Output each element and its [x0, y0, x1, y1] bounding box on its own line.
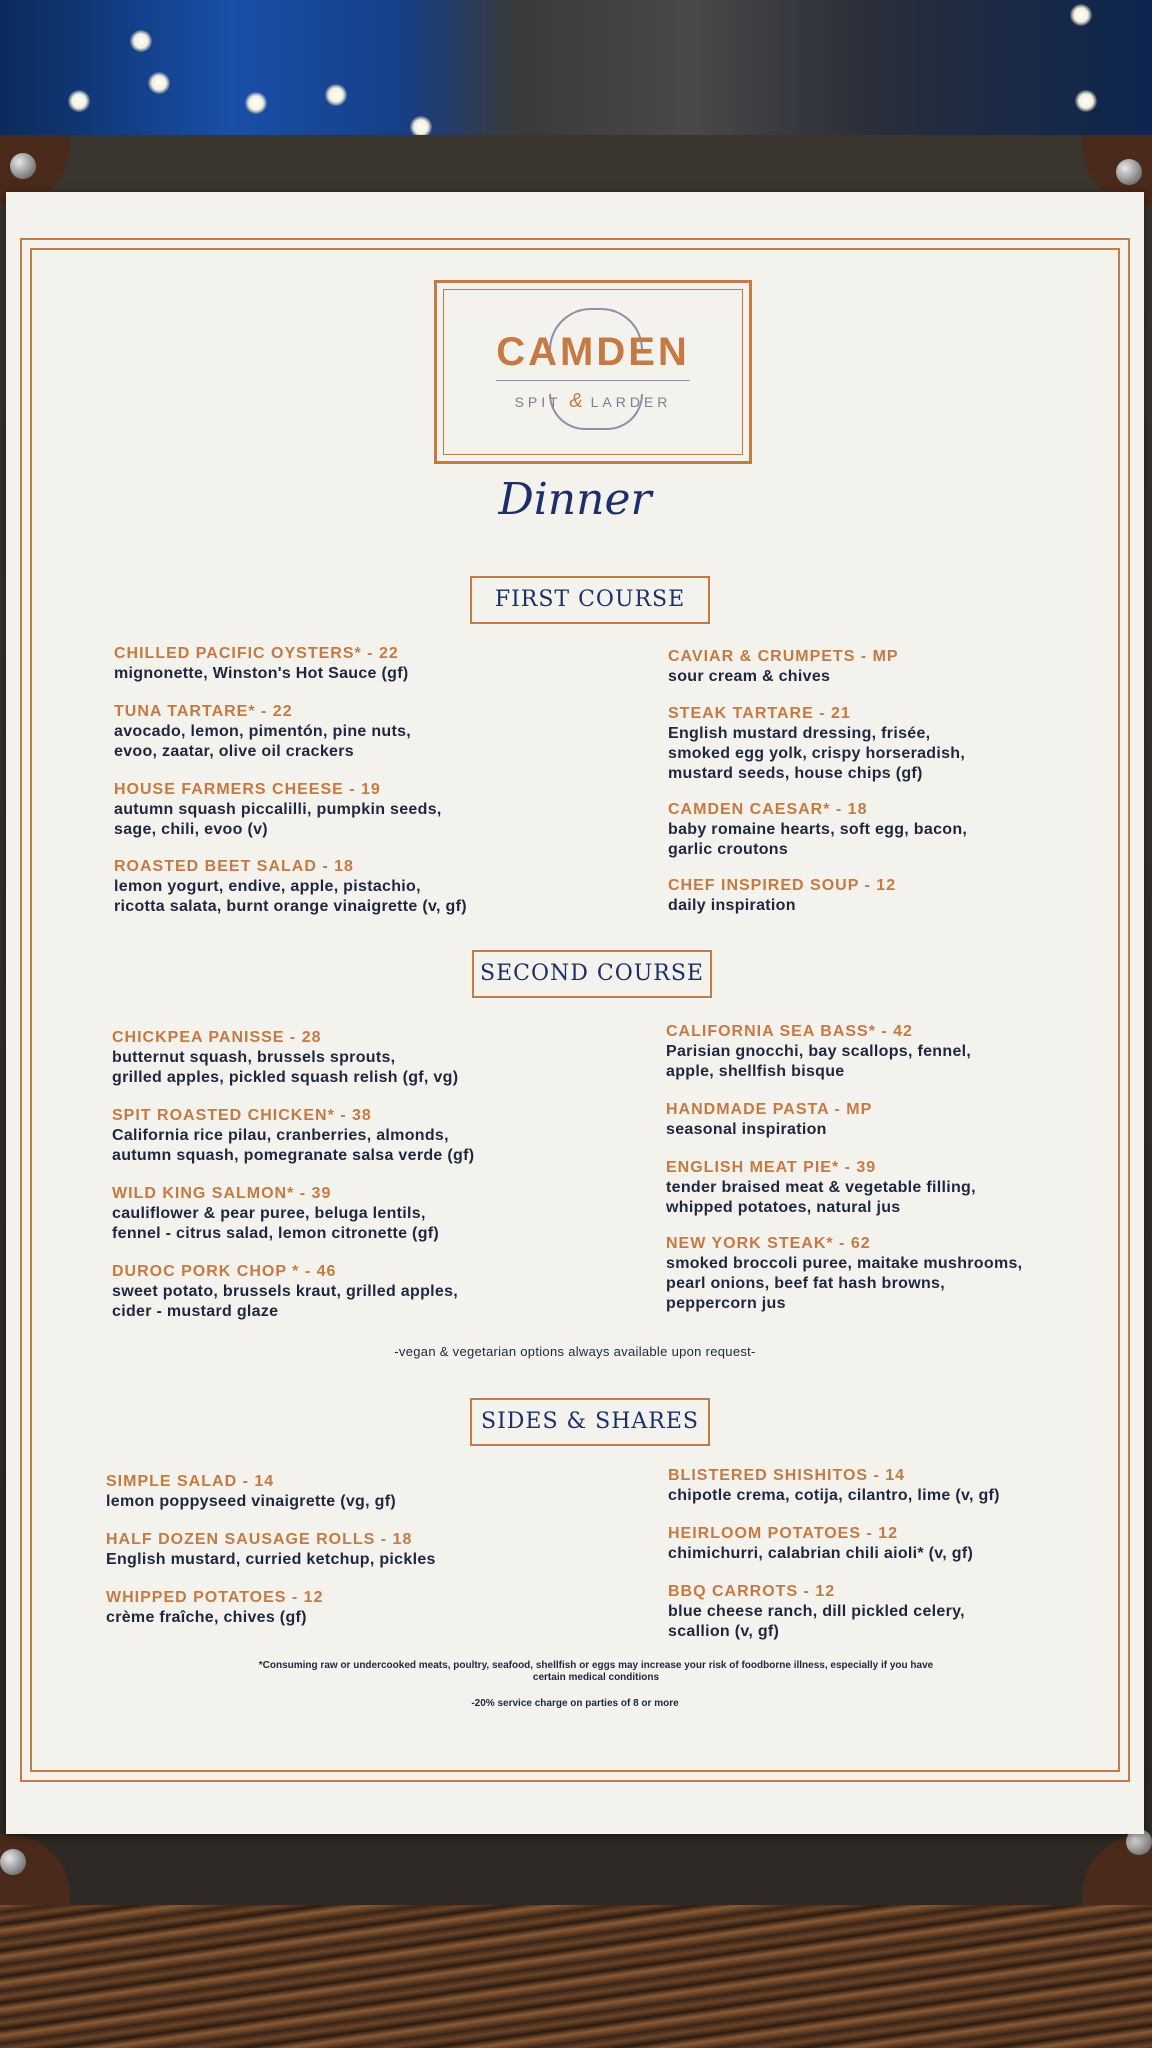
menu-item	[666, 1100, 1152, 1140]
bokeh-light	[130, 30, 152, 52]
item-description: cauliflower & pear puree, beluga lentils, fennel - citrus salad, lemon citronette (gf)	[112, 1205, 440, 1242]
section-title-sides-shares: SIDES & SHARES	[470, 1398, 710, 1446]
item-name: HALF DOZEN SAUSAGE ROLLS - 18	[106, 1531, 413, 1548]
menu-item	[666, 1022, 1152, 1082]
item-description: seasonal inspiration	[666, 1121, 827, 1138]
menu-paper	[6, 192, 1144, 1834]
item-name: CHEF INSPIRED SOUP - 12	[668, 877, 897, 894]
item-description: avocado, lemon, pimentón, pine nuts, evoo, zaatar, olive oil crackers	[114, 723, 412, 760]
item-name: STEAK TARTARE - 21	[668, 705, 851, 722]
item-description: California rice pilau, cranberries, almonds, autumn squash, pomegranate salsa verde (gf)	[112, 1127, 475, 1164]
menu-item	[668, 1582, 1152, 1642]
item-description: smoked broccoli puree, maitake mushrooms, pearl onions, beef fat hash browns, peppercorn jus	[666, 1255, 1023, 1312]
item-description: chipotle crema, cotija, cilantro, lime (v, gf)	[668, 1487, 1000, 1504]
item-name: HANDMADE PASTA - MP	[666, 1101, 873, 1118]
item-name: CALIFORNIA SEA BASS* - 42	[666, 1023, 913, 1040]
bokeh-light	[325, 84, 347, 106]
raw-food-disclaimer: *Consuming raw or undercooked meats, poultry, seafood, shellfish or eggs may increase your risk of foodborne illness, especially if you have certain medical conditions	[258, 1660, 934, 1683]
item-name: BLISTERED SHISHITOS - 14	[668, 1467, 906, 1484]
menu-item	[106, 1472, 626, 1512]
menu-item	[112, 1262, 632, 1322]
menu-item	[114, 644, 634, 684]
item-name: WILD KING SALMON* - 39	[112, 1185, 332, 1202]
item-description: English mustard, curried ketchup, pickles	[106, 1551, 436, 1568]
item-description: lemon poppyseed vinaigrette (vg, gf)	[106, 1493, 396, 1510]
menu-item	[112, 1184, 632, 1244]
item-name: DUROC PORK CHOP * - 46	[112, 1263, 337, 1280]
item-name: ROASTED BEET SALAD - 18	[114, 858, 354, 875]
rivet-icon	[10, 153, 36, 179]
menu-item	[106, 1588, 626, 1628]
bokeh-light	[148, 72, 170, 94]
item-name: TUNA TARTARE* - 22	[114, 703, 293, 720]
logo-name: CAMDEN	[496, 330, 690, 374]
service-charge-note: -20% service charge on parties of 8 or more	[471, 1698, 679, 1709]
menu-item	[668, 876, 1152, 916]
item-name: HEIRLOOM POTATOES - 12	[668, 1525, 899, 1542]
menu-item	[114, 780, 634, 840]
item-name: SPIT ROASTED CHICKEN* - 38	[112, 1107, 372, 1124]
item-description: sweet potato, brussels kraut, grilled apples, cider - mustard glaze	[112, 1283, 459, 1320]
menu-item	[668, 704, 1152, 784]
menu-item	[668, 800, 1152, 860]
menu-item	[112, 1028, 632, 1088]
background-bokeh	[0, 0, 1152, 150]
item-description: sour cream & chives	[668, 668, 831, 685]
item-description: autumn squash piccalilli, pumpkin seeds, sage, chili, evoo (v)	[114, 801, 442, 838]
rivet-icon	[1116, 159, 1142, 185]
item-description: butternut squash, brussels sprouts, grilled apples, pickled squash relish (gf, vg)	[112, 1049, 459, 1086]
item-description: mignonette, Winston's Hot Sauce (gf)	[114, 665, 409, 682]
item-description: baby romaine hearts, soft egg, bacon, garlic croutons	[668, 821, 968, 858]
item-description: blue cheese ranch, dill pickled celery, scallion (v, gf)	[668, 1603, 965, 1640]
logo-subtitle: SPIT & LARDER	[514, 390, 672, 412]
bokeh-light	[1075, 90, 1097, 112]
logo-divider	[496, 380, 690, 381]
item-description: daily inspiration	[668, 897, 796, 914]
item-description: Parisian gnocchi, bay scallops, fennel, apple, shellfish bisque	[666, 1043, 972, 1080]
item-description: lemon yogurt, endive, apple, pistachio, ricotta salata, burnt orange vinaigrette (v, gf)	[114, 878, 467, 915]
item-name: CAMDEN CAESAR* - 18	[668, 801, 868, 818]
section-title-first-course: FIRST COURSE	[470, 576, 710, 624]
bokeh-light	[245, 92, 267, 114]
rivet-icon	[0, 1849, 26, 1875]
item-name: HOUSE FARMERS CHEESE - 19	[114, 781, 381, 798]
menu-item	[668, 1466, 1152, 1506]
menu-item	[666, 1158, 1152, 1218]
vegan-note: -vegan & vegetarian options always available upon request-	[394, 1344, 756, 1359]
menu-item	[112, 1106, 632, 1166]
menu-item	[114, 702, 634, 762]
item-name: NEW YORK STEAK* - 62	[666, 1235, 871, 1252]
restaurant-logo	[434, 280, 752, 464]
menu-item	[666, 1234, 1152, 1314]
item-name: CHILLED PACIFIC OYSTERS* - 22	[114, 645, 399, 662]
menu-item	[668, 647, 1152, 687]
item-name: SIMPLE SALAD - 14	[106, 1473, 275, 1490]
item-description: chimichurri, calabrian chili aioli* (v, gf)	[668, 1545, 974, 1562]
item-name: WHIPPED POTATOES - 12	[106, 1589, 324, 1606]
menu-item	[668, 1524, 1152, 1564]
item-description: English mustard dressing, frisée, smoked egg yolk, crispy horseradish, mustard seeds, house chips (gf)	[668, 725, 966, 782]
item-name: CHICKPEA PANISSE - 28	[112, 1029, 322, 1046]
menu-title: Dinner	[498, 474, 652, 525]
item-name: ENGLISH MEAT PIE* - 39	[666, 1159, 877, 1176]
item-description: crème fraîche, chives (gf)	[106, 1609, 307, 1626]
bokeh-light	[1070, 4, 1092, 26]
section-title-second-course: SECOND COURSE	[472, 950, 712, 998]
menu-item	[114, 857, 634, 917]
item-name: CAVIAR & CRUMPETS - MP	[668, 648, 899, 665]
bokeh-light	[68, 90, 90, 112]
item-description: tender braised meat & vegetable filling, whipped potatoes, natural jus	[666, 1179, 976, 1216]
item-name: BBQ CARROTS - 12	[668, 1583, 836, 1600]
menu-item	[106, 1530, 626, 1570]
